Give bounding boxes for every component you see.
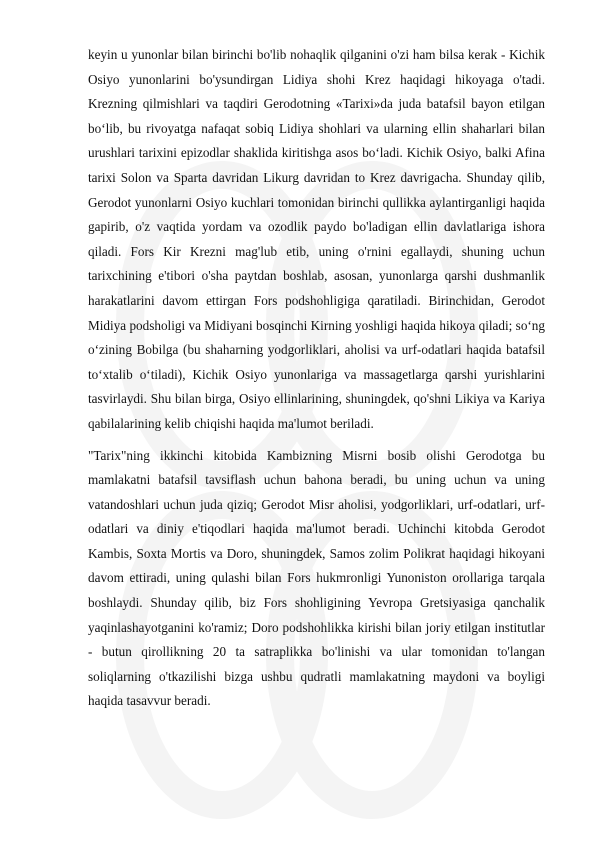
- paragraph: "Tarix"ning ikkinchi kitobida Kambizning Misrni bosib olishi Gerodotga bu mamlakatni batafsil tavsiflash uchun bahona beradi, bu uning uchun va uning vatandoshlari uchun juda qiziq; Gerodot Misr aholisi, yodgorliklari, urf-odatlari, urf-odatlari va diniy e'tiqodlari haqida ma'lumot beradi. Uchinchi kitobda Gerodot Kambis, Soxta Mortis va Doro, shuningdek, Samos zolim Polikrat haqidagi hikoyani davom ettiradi, uning qulashi bilan Fors hukmronligi Yunoniston orollariga tarqala boshlaydi. Shunday qilib, biz Fors shohligining Yevropa Gretsiyasiga qanchalik yaqinlashayotganini ko'ramiz; Doro podshohlikka kirishi bilan joriy etilgan institutlar - butun qirollikning 20 ta satraplikka bo'linishi va ular tomonidan to'langan soliqlarning o'tkazilishi bizga ushbu qudratli mamlakatning maydoni va boyligi haqida tasavvur beradi.: [88, 447, 545, 709]
- paragraph: keyin u yunonlar bilan birinchi bo'lib nohaqlik qilganini o'zi ham bilsa kerak - Kichik Osiyo yunonlarini bo'ysundirgan Lidiya shohi Krez haqidagi hikoyaga o'tadi. Krezning qilmishlari va taqdiri Gerodotning «Tarixi»da juda batafsil bayon etilgan bo‘lib, bu rivoyatga nafaqat sobiq Lidiya shohlari va ularning ellin shaharlari bilan urushlari tarixini epizodlar shaklida kiritishga asos bo‘ladi. Kichik Osiyo, balki Afina tarixi Solon va Sparta davridan Likurg davridan to Krez davrigacha. Shunday qilib, Gerodot yunonlarni Osiyo kuchlari tomonidan birinchi qullikka aylantirganligi haqida gapirib, o'z vaqtida yordam va ozodlik paydo bo'ladigan ellin davlatlariga ishora qiladi. Fors Kir Krezni mag'lub etib, uning o'rnini egallaydi, shuning uchun tarixchining e'tibori o'sha paytdan boshlab, asosan, yunonlarga qarshi dushmanlik harakatlarini davom ettirgan Fors podshohligiga qaratiladi. Birinchidan, Gerodot Midiya podsholigi va Midiyani bosqinchi Kirning yoshligi haqida hikoya qiladi; so‘ng o‘zining Bobilga (bu shaharning yodgorliklari, aholisi va urf-odatlari haqida batafsil to‘xtalib o‘tiladi), Kichik Osiyo yunonlariga va massagetlarga qarshi yurishlarini tasvirlaydi. Shu bilan birga, Osiyo ellinlarining, shuningdek, qo'shni Likiya va Kariya qabilalarining kelib chiqishi haqida ma'lumot beriladi.: [88, 47, 545, 431]
- body-text: [88, 43, 545, 714]
